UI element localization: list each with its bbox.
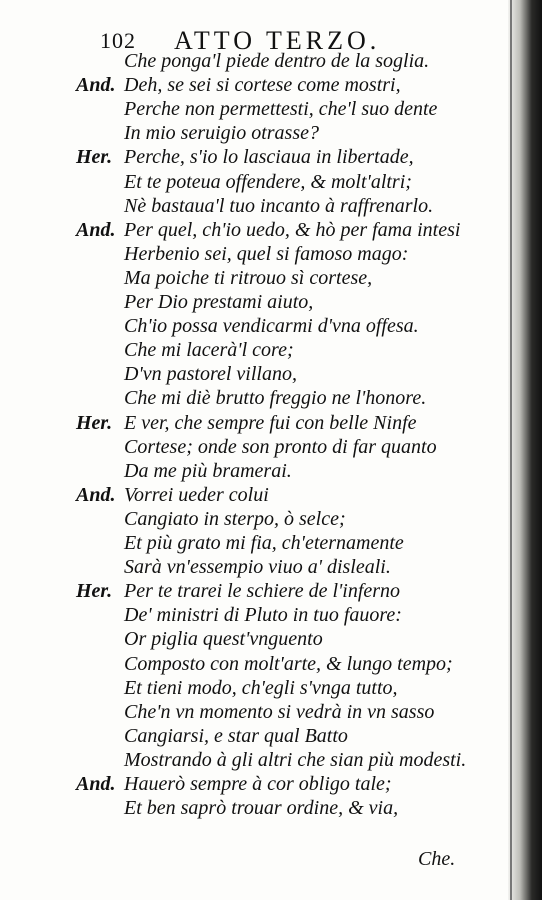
verse-text-line: Composto con molt'arte, & lungo tempo; <box>124 652 453 675</box>
verse-text-line: Per quel, ch'io uedo, & hò per fama intesi <box>124 218 461 241</box>
verse-text-line: Che'n vn momento si vedrà in vn sasso <box>124 700 435 723</box>
verse-text-line: E ver, che sempre fui con belle Ninfe <box>124 411 417 434</box>
page-number: 102 <box>100 28 136 53</box>
verse-text-line: Perche, s'io lo lasciaua in libertade, <box>124 146 414 169</box>
verse-text-line: Sarà vn'essempio viuo a' disleali. <box>124 556 391 579</box>
verse-text-line: Et ben saprò trouar ordine, & via, <box>124 797 399 820</box>
verse-text-line: Hauerò sempre à cor obligo tale; <box>124 773 392 795</box>
verse-text-line: De' ministri di Pluto in tuo fauore: <box>124 604 402 627</box>
verse-text-line: Vorrei ueder colui <box>124 483 269 506</box>
verse-text-line: In mio seruigio otrasse? <box>124 122 319 145</box>
verse-text-line: Che mi lacerà'l core; <box>124 339 294 362</box>
verse-text-line: Che ponga'l piede dentro de la soglia. <box>124 50 430 72</box>
page-edge <box>510 0 512 900</box>
page-binding-shadow <box>508 0 542 900</box>
verse-text-line: Cangiato in sterpo, ò selce; <box>124 507 346 530</box>
speaker-label: And. <box>76 218 116 241</box>
verse-text-line: Cortese; onde son pronto di far quanto <box>124 435 437 458</box>
speaker-label: Her. <box>76 580 113 603</box>
verse-text-line: Per te trarei le schiere de l'inferno <box>124 580 401 603</box>
catchword: Che. <box>418 848 456 870</box>
verse-text-line: Mostrando à gli altri che sian più modesti. <box>124 748 467 771</box>
speaker-label: And. <box>76 483 116 506</box>
speaker-label: Her. <box>76 411 113 434</box>
verse-text-line: Perche non permettesti, che'l suo dente <box>124 98 438 121</box>
verse-text-line: Et te poteua offendere, & molt'altri; <box>124 170 412 193</box>
speaker-label: Her. <box>76 146 113 169</box>
verse-text-line: Cangiarsi, e star qual Batto <box>124 724 348 747</box>
verse-text-line: Nè bastaua'l tuo incanto à raffrenarlo. <box>124 194 434 217</box>
running-head: ATTO TERZO. <box>174 26 381 55</box>
speaker-label: And. <box>76 773 116 795</box>
verse-text-line: Che mi diè brutto freggio ne l'honore. <box>124 387 427 410</box>
verse-text-line: Deh, se sei si cortese come mostri, <box>124 74 401 97</box>
verse-text-line: Per Dio prestami aiuto, <box>124 291 314 313</box>
verse-text-line: Herbenio sei, quel si famoso mago: <box>124 242 409 265</box>
verse-text-line: D'vn pastorel villano, <box>124 363 297 386</box>
verse-text-line: Et tieni modo, ch'egli s'vnga tutto, <box>124 676 398 699</box>
verse-text-line: Da me più bramerai. <box>124 459 292 482</box>
verse-text-line: Ma poiche ti ritrouo sì cortese, <box>124 266 373 289</box>
verse-text-line: Et più grato mi fia, ch'eternamente <box>124 532 404 554</box>
verse-text-line: Or piglia quest'vnguento <box>124 628 323 651</box>
verse-text-line: Ch'io possa vendicarmi d'vna offesa. <box>124 315 419 338</box>
speaker-label: And. <box>76 74 116 97</box>
